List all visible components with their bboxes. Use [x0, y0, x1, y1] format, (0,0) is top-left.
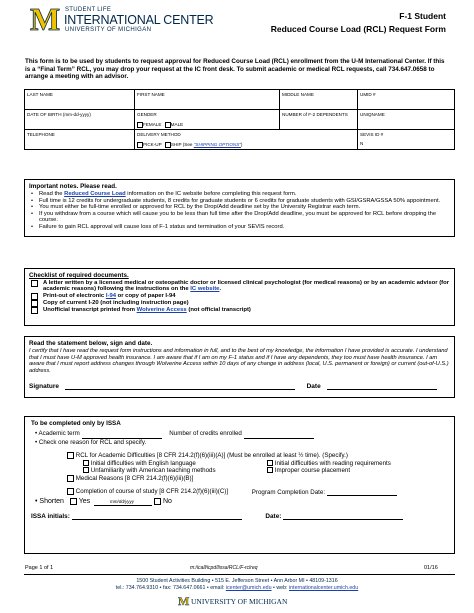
signature-label: Signature — [29, 383, 59, 390]
checklist-item-transcript: Unofficial transcript printed from Wolverine Access (not official transcript) — [29, 307, 450, 314]
footer-contact: tel.: 734.764.9310 • fax: 734.647.0661 • email: icenter@umich.edu • web: internationalcenter.umich.edu — [115, 585, 359, 591]
checklist-heading: Checklist of required documents. — [29, 272, 129, 279]
middle-name-field[interactable]: MIDDLE NAME — [280, 90, 358, 110]
completion-checkbox[interactable] — [67, 488, 74, 495]
footer-m-icon: M — [178, 594, 190, 608]
notes-heading: Important notes. Please read. — [29, 183, 117, 190]
checklist-item-letter: A letter written by a licensed medical or osteopathic doctor or licensed clinical psychologist (for medical reasons) or by an academic advisor (for academic reasons) following the instructions on the IC website. — [29, 280, 450, 293]
intro-text: This form is to be used by students to request approval for Reduced Course Load (RCL) enrollment from the U-M International Center. If this is a “Final Term” RCL, you may drop your request at the IC front desk. To submit academic or medical RCL requests, call 734.647.0658 to arrange a meeting with an advisor. — [25, 58, 445, 81]
academic-checkbox[interactable] — [67, 452, 74, 459]
statement-text: I certify that I have read the request form instructions and information in full, and to the best of my knowledge, the information I have provided is accurate. I understand that I must have U-M approved health insurance. I am aware that if I am on my F-1 status and if I have any dependents, they too must have health insurance. I am aware that I must report address changes through Wolverine Access within 10 days of any change in address (local, U.S. permanent or foreign) or current (out-of-U.S.) address. — [29, 348, 449, 374]
checklist-item-i94: Print-out of electronic I-94 or copy of paper I-94 — [29, 293, 450, 300]
statement-heading: Read the statement below, sign and date. — [29, 340, 153, 347]
umid-field[interactable]: UMID # — [358, 90, 455, 110]
logo-line1: STUDENT LIFE — [65, 7, 112, 13]
issa-box: To be completed only by ISSA • Academic term Number of credits enrolled • Check one reason for RCL and specify. RCL for Academic Difficulties [8 CFR 214.2(f)(6)(iii)(A)] (Must be enrolled at least ½ time). (Specify.) Initial difficulties with English language Unfamiliarity with American teaching methods Initial difficulties with reading requirements Improper course placement Medical Reasons [8 CFR 214.2(f)(6)(iii)(B)] Completion of course of study [8 CFR 214.2(f)(6)(iii)(C)] Program Completion Date: • Shorten Yes mm/dd/yyyy No ISSA initials: Date: — [24, 416, 455, 554]
student-info-table — [24, 89, 455, 150]
options-label: Check one reason for RCL and specify. — [38, 438, 147, 446]
footer-umich-logo: M UNIVERSITY OF MICHIGAN — [178, 594, 288, 608]
note-5: • Failure to gain RCL approval will cause loss of F-1 status and termination of your SEVIS record. — [29, 224, 450, 231]
rcl-info-link[interactable]: Reduced Course Load — [64, 191, 126, 197]
shorten-yes-checkbox[interactable] — [70, 498, 77, 505]
term-label: Academic term — [38, 430, 80, 437]
note-2: • Full time is 12 credits for undergraduate students, 8 credits for graduate students or 6 credits for graduate students with GSI/GSRA/GSSA 50% appointment. — [29, 198, 450, 205]
block-m-logo: M — [30, 1, 61, 37]
issa-date-field[interactable] — [283, 513, 403, 520]
gender-field: GENDER FEMALE MALE — [135, 110, 280, 130]
letter-checkbox[interactable] — [31, 280, 38, 287]
sevis-field[interactable]: SEVIS ID # N — [358, 130, 455, 150]
credits-label: Number of credits enrolled — [169, 430, 242, 437]
form-title-1: F-1 Student — [399, 11, 446, 21]
f2-dependents-field[interactable]: NUMBER of F-2 DEPENDENTS — [280, 110, 358, 130]
form-title-2: Reduced Course Load (RCL) Request Form — [270, 24, 446, 34]
english-checkbox[interactable] — [83, 460, 89, 466]
i20-checkbox[interactable] — [31, 300, 38, 307]
issa-initials-field[interactable] — [72, 513, 242, 520]
dob-field[interactable]: DATE OF BIRTH (mm-dd-yyyy) — [25, 110, 135, 130]
logo-line2: INTERNATIONAL CENTER — [64, 13, 214, 27]
wolverine-access-link[interactable]: Wolverine Access — [136, 306, 187, 313]
shorten-no-checkbox[interactable] — [154, 498, 161, 505]
footer-rule — [24, 574, 455, 575]
i94-checkbox[interactable] — [31, 293, 38, 300]
checklist-item-i20: Copy of current I-20 (not including instruction page) — [29, 300, 450, 307]
credits-field[interactable] — [244, 432, 314, 439]
footer-version: 01/16 — [424, 565, 438, 571]
note-1: • Read the Reduced Course Load information on the IC website before completing this request form. — [29, 191, 450, 198]
shipping-options-link[interactable]: "SHIPPING OPTIONS" — [193, 141, 241, 147]
footer-address: 1500 Student Activities Building • 515 E. Jefferson Street • Ann Arbor MI • 48109-1316 — [136, 578, 338, 584]
teaching-checkbox[interactable] — [83, 467, 89, 473]
uniqname-field[interactable]: UNIQNAME — [358, 110, 455, 130]
web-link[interactable]: internationalcenter.umich.edu — [289, 585, 359, 591]
telephone-field[interactable]: TELEPHONE — [25, 130, 135, 150]
important-notes-box — [24, 179, 455, 237]
footer-page: Page 1 of 1 — [25, 565, 54, 571]
logo — [30, 1, 220, 37]
program-date-field[interactable] — [327, 489, 397, 496]
date-label: Date — [306, 383, 321, 390]
delivery-method-field: DELIVERY METHOD PICK-UP SHIP (See "SHIPPING OPTIONS") — [135, 130, 358, 150]
checklist-box — [24, 268, 455, 326]
ic-website-link[interactable]: IC website — [190, 286, 220, 293]
signature-field[interactable] — [65, 383, 295, 390]
footer-path: m:/icall/icpd/lissa/RCL/F-rclreq — [190, 565, 258, 571]
date-field[interactable] — [327, 383, 437, 390]
placement-checkbox[interactable] — [267, 467, 273, 473]
first-name-field[interactable]: FIRST NAME — [135, 90, 280, 110]
email-link[interactable]: icenter@umich.edu — [225, 585, 272, 591]
note-3: • You must either be full-time enrolled or approved for RCL by the Drop/Add deadline set by the University Registrar each term. — [29, 204, 450, 211]
issa-heading: To be completed only by ISSA — [31, 420, 121, 427]
i94-link[interactable]: I-94 — [105, 292, 116, 299]
transcript-checkbox[interactable] — [31, 307, 38, 314]
last-name-field[interactable]: LAST NAME — [25, 90, 135, 110]
reading-checkbox[interactable] — [267, 460, 273, 466]
statement-box — [24, 336, 455, 398]
term-field[interactable] — [82, 432, 162, 439]
note-4: • If you withdraw from a course which will cause you to be less than full time after the Drop/Add deadline, you must be approved for RCL before dropping the course. — [29, 211, 450, 224]
logo-line3: UNIVERSITY OF MICHIGAN — [65, 27, 152, 33]
